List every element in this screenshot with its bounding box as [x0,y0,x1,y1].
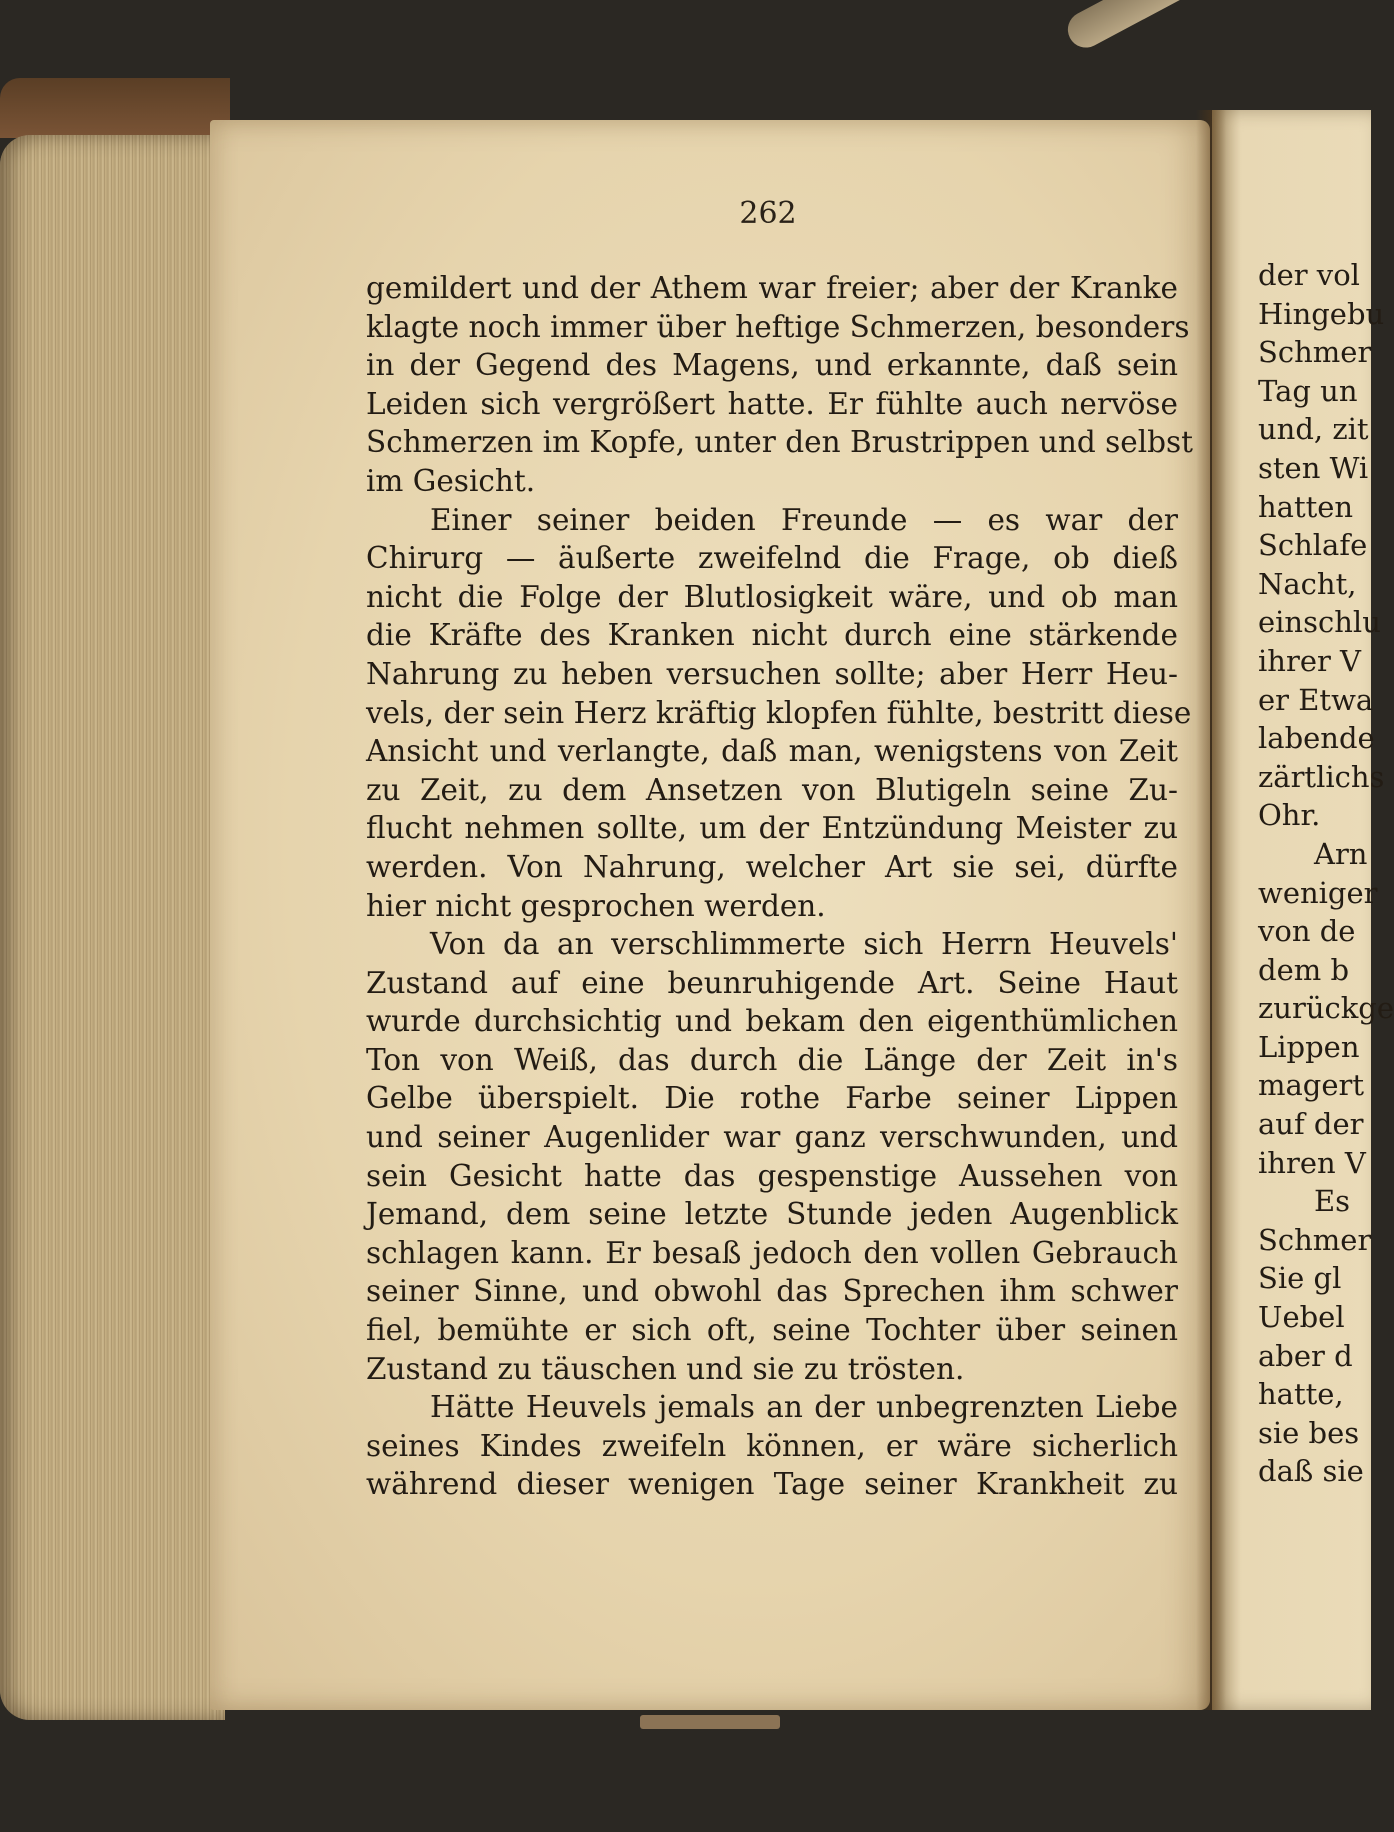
facing-text-line: Sie gl [1258,1261,1342,1296]
page-body-text [366,269,1194,1504]
facing-text-line: zärtlichs [1258,759,1385,794]
text-line: während dieser wenigen Tage seiner Krankheit zu [366,1467,1178,1502]
facing-text-line: weniger [1258,875,1378,910]
facing-text-line: Es [1314,1184,1351,1219]
book-gutter [1196,110,1226,1710]
facing-page-text [1258,256,1394,1496]
text-line: fiel, bemühte er sich oft, seine Tochter über seinen [366,1313,1178,1348]
facing-text-line: von de [1258,914,1356,949]
text-line: Leiden sich vergrößert hatte. Er fühlte auch nervöse [366,386,1178,421]
text-line: wurde durchsichtig und bekam den eigenthümlichen [366,1004,1178,1039]
text-line: Von da an verschlimmerte sich Herrn Heuvels' [430,927,1178,962]
facing-text-line: sten Wi [1258,450,1369,485]
facing-text-line: Schmer [1258,335,1372,370]
bookmark-ribbon [1062,0,1282,54]
text-line: Jemand, dem seine letzte Stunde jeden Augenblick [366,1197,1178,1232]
text-line: Ansicht und verlangte, daß man, wenigstens von Zeit [366,734,1178,769]
facing-text-line: hatten [1258,489,1354,524]
text-line: in der Gegend des Magens, und erkannte, daß sein [366,348,1178,383]
facing-text-line: einschlu [1258,605,1381,640]
text-line: Hätte Heuvels jemals an der unbegrenzten Liebe [430,1390,1178,1425]
book-cover-edge [0,78,230,138]
facing-text-line: und, zit [1258,412,1369,447]
text-line: Zustand zu täuschen und sie zu trösten. [366,1351,965,1386]
facing-text-line: ihren V [1258,1145,1366,1180]
text-line: Zustand auf eine beunruhigende Art. Seine Haut [366,965,1178,1000]
page-block-edges [0,135,225,1720]
text-line: Einer seiner beiden Freunde — es war der [430,502,1178,537]
facing-text-line: Nacht, [1258,566,1357,601]
text-line: im Gesicht. [366,463,536,498]
facing-text-line: magert [1258,1068,1365,1103]
text-line: sein Gesicht hatte das gespenstige Aussehen von [366,1158,1178,1193]
text-line: Ton von Weiß, das durch die Länge der Zeit in's [366,1042,1178,1077]
facing-text-line: ihrer V [1258,643,1362,678]
text-line: Nahrung zu heben versuchen sollte; aber Herr Heu- [366,656,1178,691]
facing-text-line: dem b [1258,952,1350,987]
text-line: zu Zeit, zu dem Ansetzen von Blutigeln seine Zu- [366,772,1178,807]
text-line: flucht nehmen sollte, um der Entzündung Meister zu [366,811,1178,846]
text-line: werden. Von Nahrung, welcher Art sie sei, dürfte [366,849,1178,884]
facing-text-line: hatte, [1258,1377,1344,1412]
facing-text-line: sie bes [1258,1415,1360,1450]
text-line: Chirurg — äußerte zweifelnd die Frage, ob dieß [366,541,1178,576]
text-line: nicht die Folge der Blutlosigkeit wäre, und ob man [366,579,1178,614]
facing-text-line: Schmer [1258,1222,1372,1257]
facing-text-line: Uebel [1258,1300,1345,1335]
facing-text-line: er Etwa [1258,682,1374,717]
text-line: hier nicht gesprochen werden. [366,888,826,923]
facing-text-line: Arn [1314,836,1368,871]
text-line: seiner Sinne, und obwohl das Sprechen ihm schwer [366,1274,1178,1309]
facing-text-line: labende [1258,721,1375,756]
facing-text-line: daß sie [1258,1454,1364,1489]
facing-text-line: Schlafe [1258,528,1368,563]
text-line: Gelbe überspielt. Die rothe Farbe seiner Lippen [366,1081,1178,1116]
text-line: seines Kindes zweifeln können, er wäre sicherlich [366,1428,1178,1463]
facing-text-line: aber d [1258,1338,1353,1373]
headband-tab [640,1715,780,1729]
text-line: vels, der sein Herz kräftig klopfen fühlte, bestritt diese [366,695,1192,730]
facing-text-line: Lippen [1258,1029,1360,1064]
text-line: Schmerzen im Kopfe, unter den Brustrippen und selbst [366,425,1194,460]
facing-text-line: Hingebu [1258,296,1385,331]
text-line: gemildert und der Athem war freier; aber der Kranke [366,271,1178,305]
text-line: klagte noch immer über heftige Schmerzen, besonders [366,309,1190,344]
text-line: die Kräfte des Kranken nicht durch eine stärkende [366,618,1178,653]
text-line: und seiner Augenlider war ganz verschwunden, und [366,1120,1178,1155]
facing-text-line: Tag un [1258,373,1358,408]
text-line: schlagen kann. Er besaß jedoch den vollen Gebrauch [366,1235,1178,1270]
facing-text-line: der vol [1258,258,1360,292]
facing-text-line: zurückge [1258,991,1394,1026]
facing-text-line: Ohr. [1258,798,1321,833]
facing-text-line: auf der [1258,1107,1364,1142]
page-number: 262 [739,196,797,231]
